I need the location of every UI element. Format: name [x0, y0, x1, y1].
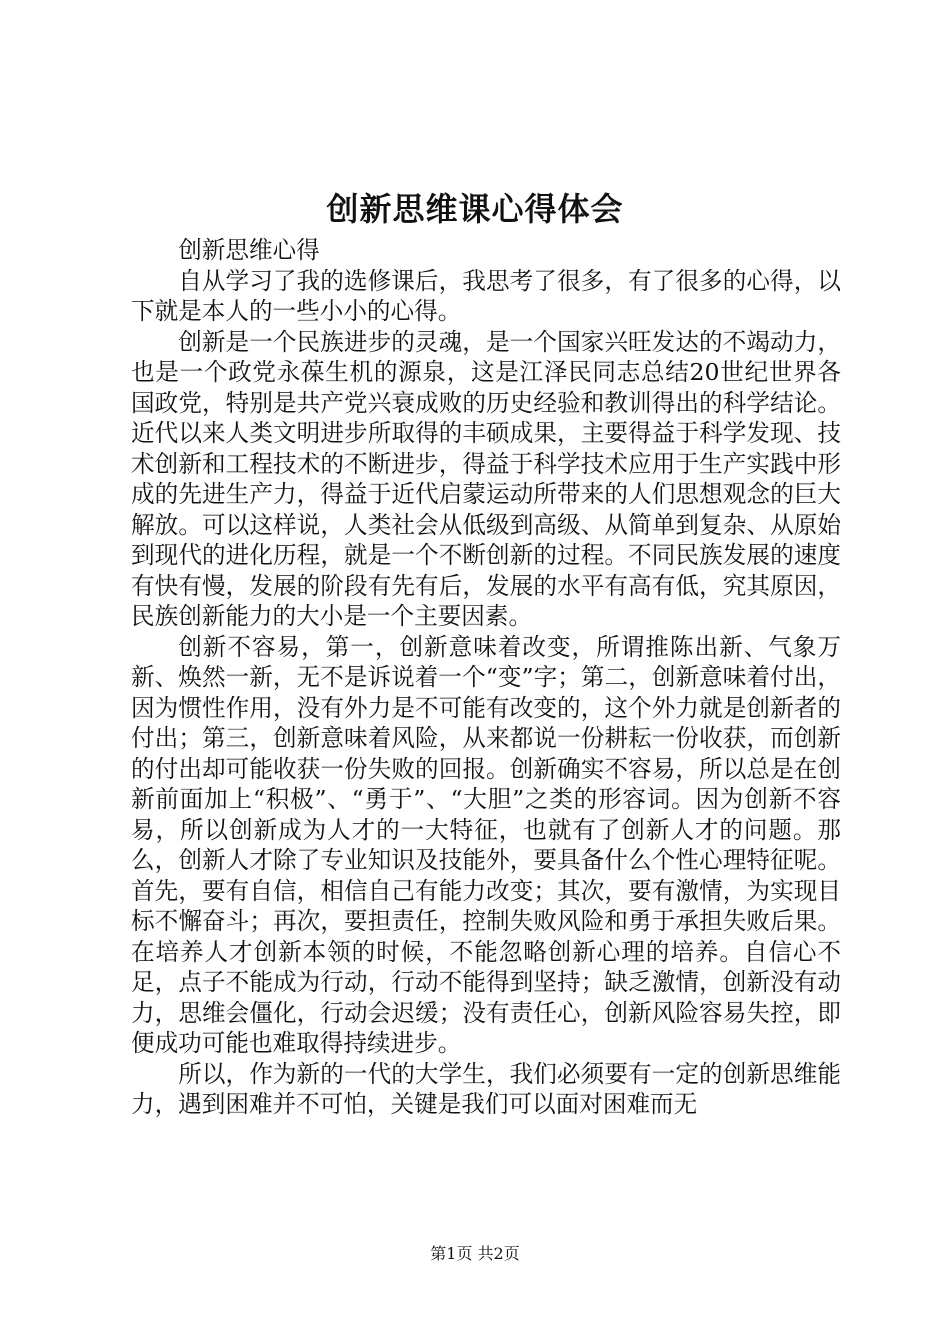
page-number-footer: 第1页 共2页 — [430, 1244, 520, 1263]
paragraph-innovation-difficulty: 创新不容易，第一，创新意味着改变，所谓推陈出新、气象万新、焕然一新，无不是诉说着一个“变”字；第二，创新意味着付出，因为惯性作用，没有外力是不可能有改变的，这个外力就是创新者的付出；第三，创新意味着风险，从来都说一份耕耘一份收获，而创新的付出却可能收获一份失败的回报。创新确实不容易，所以总是在创新前面加上“积极”、“勇于”、“大胆”之类的形容词。因为创新不容易，所以创新成为人才的一大特征，也就有了创新人才的问题。那么，创新人才除了专业知识及技能外，要具备什么个性心理特征呢。首先，要有自信，相信自己有能力改变；其次，要有激情，为实现目标不懈奋斗；再次，要担责任，控制失败风险和勇于承担失败后果。在培养人才创新本领的时候，不能忽略创新心理的培养。自信心不足，点子不能成为行动，行动不能得到坚持；缺乏激情，创新没有动力，思维会僵化，行动会迟缓；没有责任心，创新风险容易失控，即便成功可能也难取得持续进步。 — [131, 632, 841, 1057]
document-title: 创新思维课心得体会 — [326, 190, 624, 228]
paragraph-intro: 自从学习了我的选修课后，我思考了很多，有了很多的心得，以下就是本人的一些小小的心得。 — [131, 266, 841, 325]
paragraph-conclusion: 所以，作为新的一代的大学生，我们必须要有一定的创新思维能力，遇到困难并不可怕，关键是我们可以面对困难而无 — [131, 1059, 841, 1118]
paragraph-innovation-soul: 创新是一个民族进步的灵魂，是一个国家兴旺发达的不竭动力，也是一个政党永葆生机的源泉，这是江泽民同志总结20世纪世界各国政党，特别是共产党兴衰成败的历史经验和教训得出的科学结论。近代以来人类文明进步所取得的丰硕成果，主要得益于科学发现、技术创新和工程技术的不断进步，得益于科学技术应用于生产实践中形成的先进生产力，得益于近代启蒙运动所带来的人们思想观念的巨大解放。可以这样说，人类社会从低级到高级、从简单到复杂、从原始到现代的进化历程，就是一个不断创新的过程。不同民族发展的速度有快有慢，发展的阶段有先有后，发展的水平有高有低，究其原因，民族创新能力的大小是一个主要因素。 — [131, 327, 841, 630]
paragraph-subtitle: 创新思维心得 — [178, 236, 320, 264]
document-body — [131, 235, 841, 1120]
